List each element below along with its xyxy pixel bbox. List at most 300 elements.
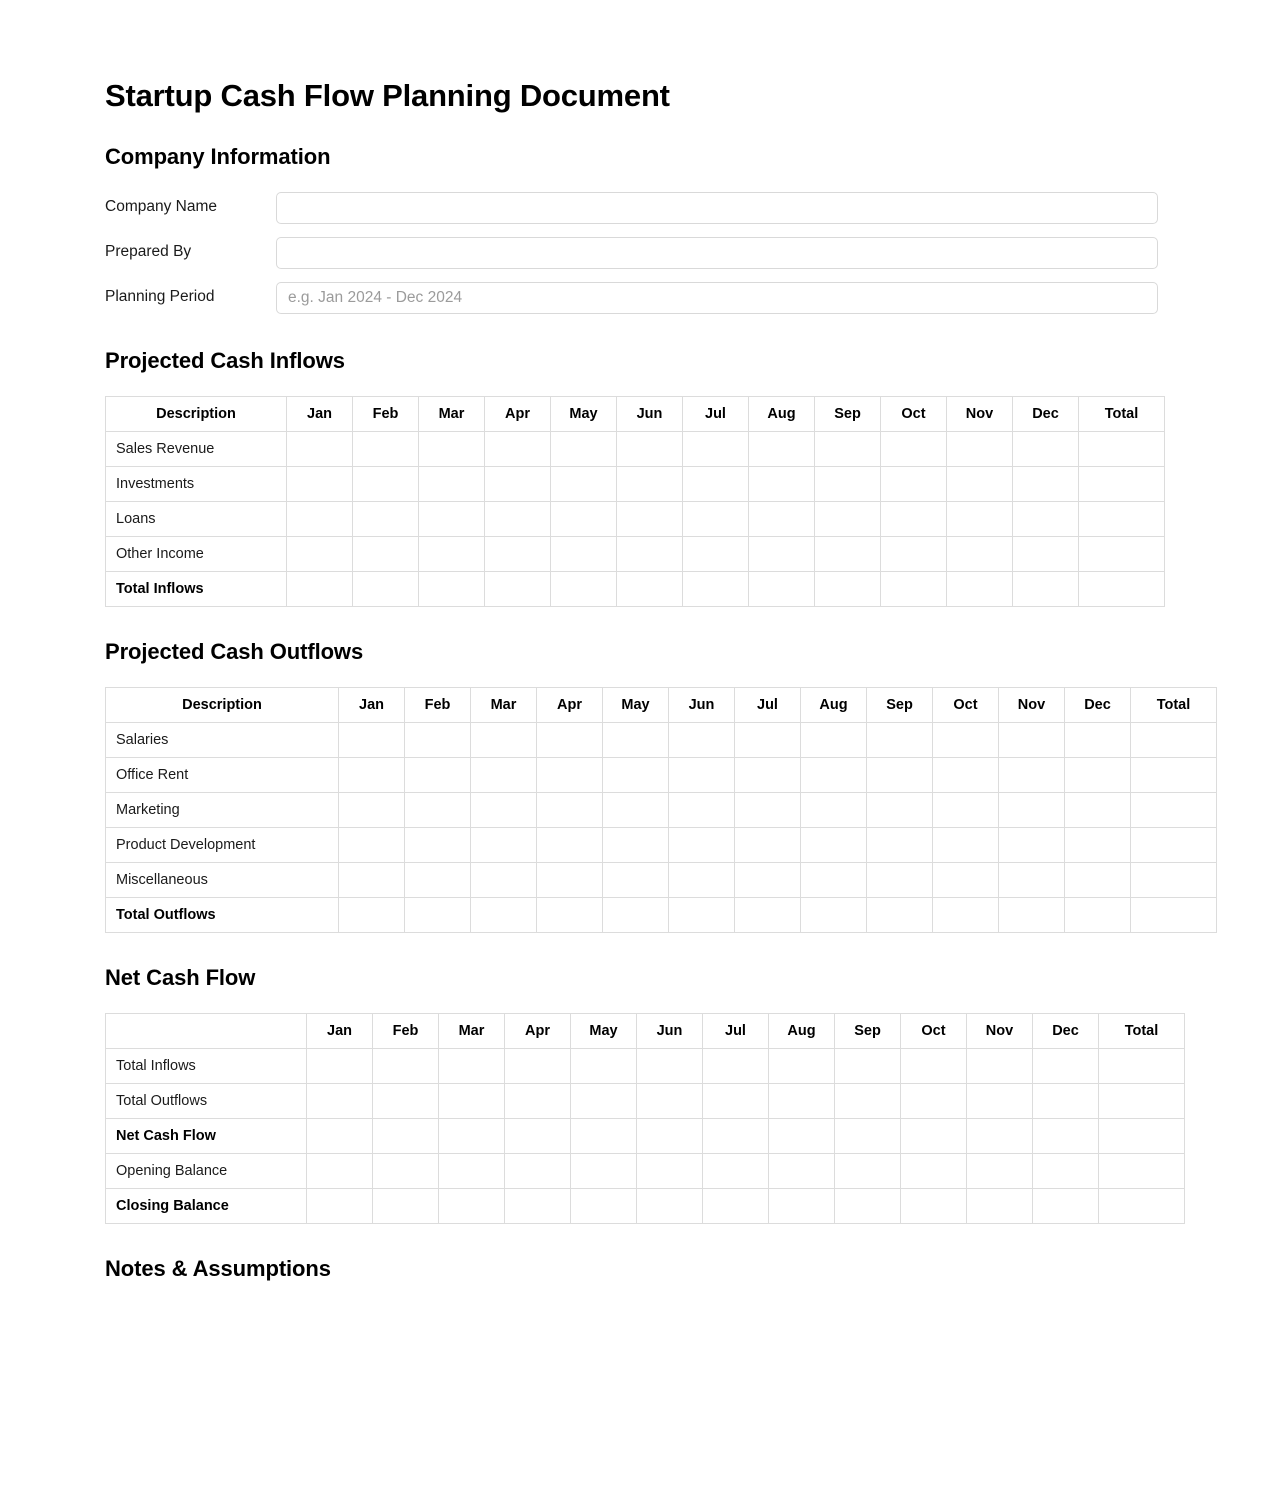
cell-oct[interactable] xyxy=(881,571,947,606)
cell-jul[interactable] xyxy=(735,757,801,792)
cell-aug[interactable] xyxy=(769,1188,835,1223)
cell-feb[interactable] xyxy=(353,431,419,466)
cell-sep[interactable] xyxy=(835,1083,901,1118)
form-label: Prepared By xyxy=(105,243,192,261)
cell-total[interactable] xyxy=(1079,466,1165,501)
cell-aug[interactable] xyxy=(801,897,867,932)
cell-apr[interactable] xyxy=(485,431,551,466)
cell-feb[interactable] xyxy=(353,536,419,571)
column-header-feb: Feb xyxy=(353,396,419,431)
cell-feb[interactable] xyxy=(373,1048,439,1083)
cell-total[interactable] xyxy=(1099,1048,1185,1083)
cell-oct[interactable] xyxy=(881,501,947,536)
cell-feb[interactable] xyxy=(405,862,471,897)
column-header-aug: Aug xyxy=(769,1013,835,1048)
cell-feb[interactable] xyxy=(353,501,419,536)
cell-nov[interactable] xyxy=(967,1083,1033,1118)
row-label: Total Inflows xyxy=(106,1048,307,1083)
cell-apr[interactable] xyxy=(485,501,551,536)
cell-dec[interactable] xyxy=(1033,1188,1099,1223)
column-header-jun: Jun xyxy=(669,687,735,722)
table-header-row xyxy=(106,687,1217,722)
cell-mar[interactable] xyxy=(471,827,537,862)
column-header-total: Total xyxy=(1131,687,1217,722)
cell-sep[interactable] xyxy=(835,1153,901,1188)
cell-apr[interactable] xyxy=(537,827,603,862)
cell-jan[interactable] xyxy=(339,827,405,862)
column-header-sep: Sep xyxy=(815,396,881,431)
cell-aug[interactable] xyxy=(801,827,867,862)
cell-jun[interactable] xyxy=(617,536,683,571)
notes-assumptions-heading: Notes & Assumptions xyxy=(105,1255,331,1281)
cell-dec[interactable] xyxy=(1065,792,1131,827)
cell-mar[interactable] xyxy=(419,501,485,536)
cell-may[interactable] xyxy=(603,862,669,897)
cell-may[interactable] xyxy=(571,1048,637,1083)
cell-dec[interactable] xyxy=(1033,1118,1099,1153)
row-label: Miscellaneous xyxy=(106,862,339,897)
row-label: Total Outflows xyxy=(106,897,339,932)
column-header-description xyxy=(106,1013,307,1048)
cell-oct[interactable] xyxy=(933,792,999,827)
cell-sep[interactable] xyxy=(815,536,881,571)
notes-assumptions-section xyxy=(105,1256,1158,1424)
cell-mar[interactable] xyxy=(439,1118,505,1153)
cell-total[interactable] xyxy=(1131,722,1217,757)
cell-dec[interactable] xyxy=(1065,757,1131,792)
cell-jan[interactable] xyxy=(339,757,405,792)
column-header-jul: Jul xyxy=(703,1013,769,1048)
cell-mar[interactable] xyxy=(439,1188,505,1223)
cell-sep[interactable] xyxy=(815,431,881,466)
cell-jun[interactable] xyxy=(669,722,735,757)
cell-mar[interactable] xyxy=(419,466,485,501)
cell-jun[interactable] xyxy=(637,1153,703,1188)
column-header-jun: Jun xyxy=(637,1013,703,1048)
cell-jan[interactable] xyxy=(287,571,353,606)
cell-jan[interactable] xyxy=(287,536,353,571)
cell-sep[interactable] xyxy=(867,897,933,932)
table-row xyxy=(106,897,1217,932)
cell-feb[interactable] xyxy=(405,827,471,862)
cell-feb[interactable] xyxy=(373,1188,439,1223)
cell-total[interactable] xyxy=(1079,431,1165,466)
cell-mar[interactable] xyxy=(471,897,537,932)
cell-oct[interactable] xyxy=(881,536,947,571)
column-header-nov: Nov xyxy=(999,687,1065,722)
cell-aug[interactable] xyxy=(769,1083,835,1118)
row-label: Other Income xyxy=(106,536,287,571)
cell-aug[interactable] xyxy=(749,501,815,536)
cell-total[interactable] xyxy=(1131,792,1217,827)
planning-period-input[interactable] xyxy=(276,282,1158,314)
company-information-heading: Company Information xyxy=(105,143,331,169)
cell-feb[interactable] xyxy=(353,571,419,606)
cell-dec[interactable] xyxy=(1065,862,1131,897)
column-header-jan: Jan xyxy=(287,396,353,431)
cash-inflows-section xyxy=(105,348,1158,607)
cell-total[interactable] xyxy=(1099,1188,1185,1223)
column-header-may: May xyxy=(551,396,617,431)
cell-sep[interactable] xyxy=(835,1118,901,1153)
cell-feb[interactable] xyxy=(405,757,471,792)
cell-may[interactable] xyxy=(551,501,617,536)
cell-nov[interactable] xyxy=(999,757,1065,792)
cell-oct[interactable] xyxy=(901,1153,967,1188)
cell-oct[interactable] xyxy=(901,1188,967,1223)
cell-mar[interactable] xyxy=(439,1083,505,1118)
cell-total[interactable] xyxy=(1079,501,1165,536)
column-header-apr: Apr xyxy=(537,687,603,722)
cell-sep[interactable] xyxy=(867,722,933,757)
cell-sep[interactable] xyxy=(815,501,881,536)
cell-jan[interactable] xyxy=(339,862,405,897)
cell-nov[interactable] xyxy=(967,1048,1033,1083)
inflows-table-head xyxy=(106,396,1165,431)
row-label: Net Cash Flow xyxy=(106,1118,307,1153)
cell-may[interactable] xyxy=(571,1153,637,1188)
cell-jul[interactable] xyxy=(703,1188,769,1223)
prepared-by-input[interactable] xyxy=(276,237,1158,269)
outflows-table-body xyxy=(106,722,1217,932)
cell-aug[interactable] xyxy=(801,862,867,897)
cell-oct[interactable] xyxy=(933,897,999,932)
cell-aug[interactable] xyxy=(801,757,867,792)
cell-oct[interactable] xyxy=(881,466,947,501)
cell-jul[interactable] xyxy=(735,827,801,862)
column-header-may: May xyxy=(603,687,669,722)
cell-jun[interactable] xyxy=(669,897,735,932)
cell-jul[interactable] xyxy=(735,862,801,897)
cell-apr[interactable] xyxy=(537,757,603,792)
table-row xyxy=(106,1153,1185,1188)
column-header-feb: Feb xyxy=(373,1013,439,1048)
table-row xyxy=(106,501,1165,536)
cell-may[interactable] xyxy=(551,571,617,606)
cell-may[interactable] xyxy=(551,431,617,466)
cell-apr[interactable] xyxy=(537,722,603,757)
form-row xyxy=(105,192,1158,224)
cell-total[interactable] xyxy=(1099,1153,1185,1188)
cell-jan[interactable] xyxy=(307,1188,373,1223)
cell-mar[interactable] xyxy=(471,792,537,827)
cell-nov[interactable] xyxy=(999,862,1065,897)
cell-oct[interactable] xyxy=(881,431,947,466)
cell-apr[interactable] xyxy=(485,466,551,501)
cell-jul[interactable] xyxy=(683,466,749,501)
outflows-table-head xyxy=(106,687,1217,722)
cell-aug[interactable] xyxy=(749,431,815,466)
table-row xyxy=(106,862,1217,897)
cell-total[interactable] xyxy=(1131,827,1217,862)
net-cash-flow-table xyxy=(105,1013,1185,1224)
cell-dec[interactable] xyxy=(1065,897,1131,932)
table-row xyxy=(106,1188,1185,1223)
cell-total[interactable] xyxy=(1099,1083,1185,1118)
column-header-oct: Oct xyxy=(933,687,999,722)
cell-jun[interactable] xyxy=(637,1083,703,1118)
cell-aug[interactable] xyxy=(769,1118,835,1153)
cell-jun[interactable] xyxy=(637,1118,703,1153)
cell-sep[interactable] xyxy=(815,466,881,501)
cell-dec[interactable] xyxy=(1033,1153,1099,1188)
cell-sep[interactable] xyxy=(835,1188,901,1223)
cell-nov[interactable] xyxy=(999,827,1065,862)
cell-oct[interactable] xyxy=(933,862,999,897)
cell-jul[interactable] xyxy=(703,1083,769,1118)
cell-feb[interactable] xyxy=(405,897,471,932)
row-label: Opening Balance xyxy=(106,1153,307,1188)
cell-may[interactable] xyxy=(551,466,617,501)
cell-dec[interactable] xyxy=(1013,571,1079,606)
cell-may[interactable] xyxy=(571,1083,637,1118)
column-header-aug: Aug xyxy=(801,687,867,722)
cell-oct[interactable] xyxy=(901,1048,967,1083)
column-header-jun: Jun xyxy=(617,396,683,431)
row-label: Closing Balance xyxy=(106,1188,307,1223)
cell-apr[interactable] xyxy=(485,571,551,606)
column-header-total: Total xyxy=(1099,1013,1185,1048)
cash-outflows-table xyxy=(105,687,1217,933)
row-label: Investments xyxy=(106,466,287,501)
cell-aug[interactable] xyxy=(769,1153,835,1188)
cell-jan[interactable] xyxy=(287,431,353,466)
column-header-feb: Feb xyxy=(405,687,471,722)
cell-mar[interactable] xyxy=(439,1153,505,1188)
row-label: Product Development xyxy=(106,827,339,862)
cell-nov[interactable] xyxy=(947,431,1013,466)
cell-aug[interactable] xyxy=(801,792,867,827)
inflows-table-body xyxy=(106,431,1165,606)
cell-jun[interactable] xyxy=(669,757,735,792)
cell-may[interactable] xyxy=(603,897,669,932)
cell-jan[interactable] xyxy=(307,1118,373,1153)
column-header-aug: Aug xyxy=(749,396,815,431)
cell-apr[interactable] xyxy=(505,1188,571,1223)
cell-dec[interactable] xyxy=(1013,431,1079,466)
cell-may[interactable] xyxy=(571,1188,637,1223)
cell-dec[interactable] xyxy=(1013,466,1079,501)
cell-jan[interactable] xyxy=(339,897,405,932)
form-label: Planning Period xyxy=(105,288,215,306)
cell-feb[interactable] xyxy=(373,1153,439,1188)
cell-mar[interactable] xyxy=(471,862,537,897)
column-header-sep: Sep xyxy=(835,1013,901,1048)
cell-nov[interactable] xyxy=(967,1188,1033,1223)
cell-jan[interactable] xyxy=(307,1153,373,1188)
cell-nov[interactable] xyxy=(967,1118,1033,1153)
cell-jul[interactable] xyxy=(683,536,749,571)
cell-sep[interactable] xyxy=(867,792,933,827)
column-header-dec: Dec xyxy=(1033,1013,1099,1048)
column-header-apr: Apr xyxy=(485,396,551,431)
cell-apr[interactable] xyxy=(505,1153,571,1188)
cell-jun[interactable] xyxy=(637,1188,703,1223)
cell-mar[interactable] xyxy=(419,431,485,466)
cell-jul[interactable] xyxy=(683,501,749,536)
cell-may[interactable] xyxy=(603,722,669,757)
cell-mar[interactable] xyxy=(419,571,485,606)
cell-dec[interactable] xyxy=(1013,536,1079,571)
cell-apr[interactable] xyxy=(505,1118,571,1153)
column-header-oct: Oct xyxy=(901,1013,967,1048)
cell-may[interactable] xyxy=(571,1118,637,1153)
cell-dec[interactable] xyxy=(1013,501,1079,536)
cell-apr[interactable] xyxy=(505,1048,571,1083)
cell-aug[interactable] xyxy=(749,536,815,571)
cell-jun[interactable] xyxy=(617,431,683,466)
cell-jan[interactable] xyxy=(287,501,353,536)
column-header-description: Description xyxy=(106,687,339,722)
cell-oct[interactable] xyxy=(901,1118,967,1153)
table-row xyxy=(106,536,1165,571)
cell-jul[interactable] xyxy=(703,1153,769,1188)
cell-aug[interactable] xyxy=(801,722,867,757)
cell-jul[interactable] xyxy=(703,1048,769,1083)
cell-nov[interactable] xyxy=(999,792,1065,827)
column-header-mar: Mar xyxy=(471,687,537,722)
cell-may[interactable] xyxy=(551,536,617,571)
cell-total[interactable] xyxy=(1079,571,1165,606)
cell-dec[interactable] xyxy=(1065,827,1131,862)
column-header-may: May xyxy=(571,1013,637,1048)
column-header-dec: Dec xyxy=(1065,687,1131,722)
cell-apr[interactable] xyxy=(537,897,603,932)
table-header-row xyxy=(106,396,1165,431)
notes-textarea[interactable] xyxy=(105,1304,1158,1424)
table-row xyxy=(106,722,1217,757)
cell-nov[interactable] xyxy=(947,536,1013,571)
cell-sep[interactable] xyxy=(867,862,933,897)
net-table-head xyxy=(106,1013,1185,1048)
column-header-jan: Jan xyxy=(307,1013,373,1048)
column-header-description: Description xyxy=(106,396,287,431)
row-label: Loans xyxy=(106,501,287,536)
cell-mar[interactable] xyxy=(419,536,485,571)
cell-oct[interactable] xyxy=(933,757,999,792)
form-label: Company Name xyxy=(105,198,217,216)
row-label: Office Rent xyxy=(106,757,339,792)
cell-feb[interactable] xyxy=(405,792,471,827)
cell-total[interactable] xyxy=(1079,536,1165,571)
cell-apr[interactable] xyxy=(537,862,603,897)
cell-jan[interactable] xyxy=(339,792,405,827)
column-header-sep: Sep xyxy=(867,687,933,722)
cell-jun[interactable] xyxy=(617,571,683,606)
cell-total[interactable] xyxy=(1131,862,1217,897)
cell-feb[interactable] xyxy=(405,722,471,757)
cell-dec[interactable] xyxy=(1033,1048,1099,1083)
company-name-input[interactable] xyxy=(276,192,1158,224)
cell-may[interactable] xyxy=(603,757,669,792)
cell-nov[interactable] xyxy=(999,897,1065,932)
cell-feb[interactable] xyxy=(353,466,419,501)
column-header-jul: Jul xyxy=(735,687,801,722)
page-title: Startup Cash Flow Planning Document xyxy=(105,78,670,113)
form-row xyxy=(105,237,1158,269)
cell-aug[interactable] xyxy=(769,1048,835,1083)
cell-jul[interactable] xyxy=(683,571,749,606)
cell-jun[interactable] xyxy=(669,862,735,897)
cell-aug[interactable] xyxy=(749,571,815,606)
cell-oct[interactable] xyxy=(933,722,999,757)
row-label: Marketing xyxy=(106,792,339,827)
cell-feb[interactable] xyxy=(373,1083,439,1118)
column-header-total: Total xyxy=(1079,396,1165,431)
column-header-oct: Oct xyxy=(881,396,947,431)
cell-jun[interactable] xyxy=(669,827,735,862)
cell-may[interactable] xyxy=(603,827,669,862)
cell-total[interactable] xyxy=(1131,757,1217,792)
cell-jun[interactable] xyxy=(669,792,735,827)
cell-jul[interactable] xyxy=(735,792,801,827)
table-row xyxy=(106,1118,1185,1153)
cell-nov[interactable] xyxy=(947,571,1013,606)
cell-may[interactable] xyxy=(603,792,669,827)
cell-jan[interactable] xyxy=(307,1083,373,1118)
cell-jul[interactable] xyxy=(735,897,801,932)
form-row xyxy=(105,282,1158,314)
cell-nov[interactable] xyxy=(947,501,1013,536)
cell-jun[interactable] xyxy=(617,501,683,536)
cell-apr[interactable] xyxy=(537,792,603,827)
cell-sep[interactable] xyxy=(867,757,933,792)
cell-jul[interactable] xyxy=(735,722,801,757)
cell-nov[interactable] xyxy=(999,722,1065,757)
row-label: Salaries xyxy=(106,722,339,757)
cell-dec[interactable] xyxy=(1033,1083,1099,1118)
cell-jan[interactable] xyxy=(339,722,405,757)
cell-jul[interactable] xyxy=(683,431,749,466)
cell-aug[interactable] xyxy=(749,466,815,501)
cell-nov[interactable] xyxy=(967,1153,1033,1188)
cell-nov[interactable] xyxy=(947,466,1013,501)
table-row xyxy=(106,466,1165,501)
cell-total[interactable] xyxy=(1099,1118,1185,1153)
cell-sep[interactable] xyxy=(815,571,881,606)
table-row xyxy=(106,571,1165,606)
cell-dec[interactable] xyxy=(1065,722,1131,757)
cell-mar[interactable] xyxy=(471,757,537,792)
table-row xyxy=(106,431,1165,466)
table-row xyxy=(106,757,1217,792)
cell-jan[interactable] xyxy=(307,1048,373,1083)
column-header-nov: Nov xyxy=(947,396,1013,431)
table-row xyxy=(106,827,1217,862)
cash-inflows-heading: Projected Cash Inflows xyxy=(105,347,345,373)
cell-mar[interactable] xyxy=(439,1048,505,1083)
cell-apr[interactable] xyxy=(505,1083,571,1118)
cell-mar[interactable] xyxy=(471,722,537,757)
column-header-apr: Apr xyxy=(505,1013,571,1048)
cell-oct[interactable] xyxy=(901,1083,967,1118)
cell-feb[interactable] xyxy=(373,1118,439,1153)
cell-sep[interactable] xyxy=(867,827,933,862)
company-information-section xyxy=(105,144,1158,314)
cell-oct[interactable] xyxy=(933,827,999,862)
cell-total[interactable] xyxy=(1131,897,1217,932)
net-table-body xyxy=(106,1048,1185,1223)
row-label: Sales Revenue xyxy=(106,431,287,466)
row-label: Total Outflows xyxy=(106,1083,307,1118)
cell-jan[interactable] xyxy=(287,466,353,501)
column-header-jul: Jul xyxy=(683,396,749,431)
cell-jul[interactable] xyxy=(703,1118,769,1153)
cell-sep[interactable] xyxy=(835,1048,901,1083)
cell-apr[interactable] xyxy=(485,536,551,571)
cell-jun[interactable] xyxy=(617,466,683,501)
cell-jun[interactable] xyxy=(637,1048,703,1083)
